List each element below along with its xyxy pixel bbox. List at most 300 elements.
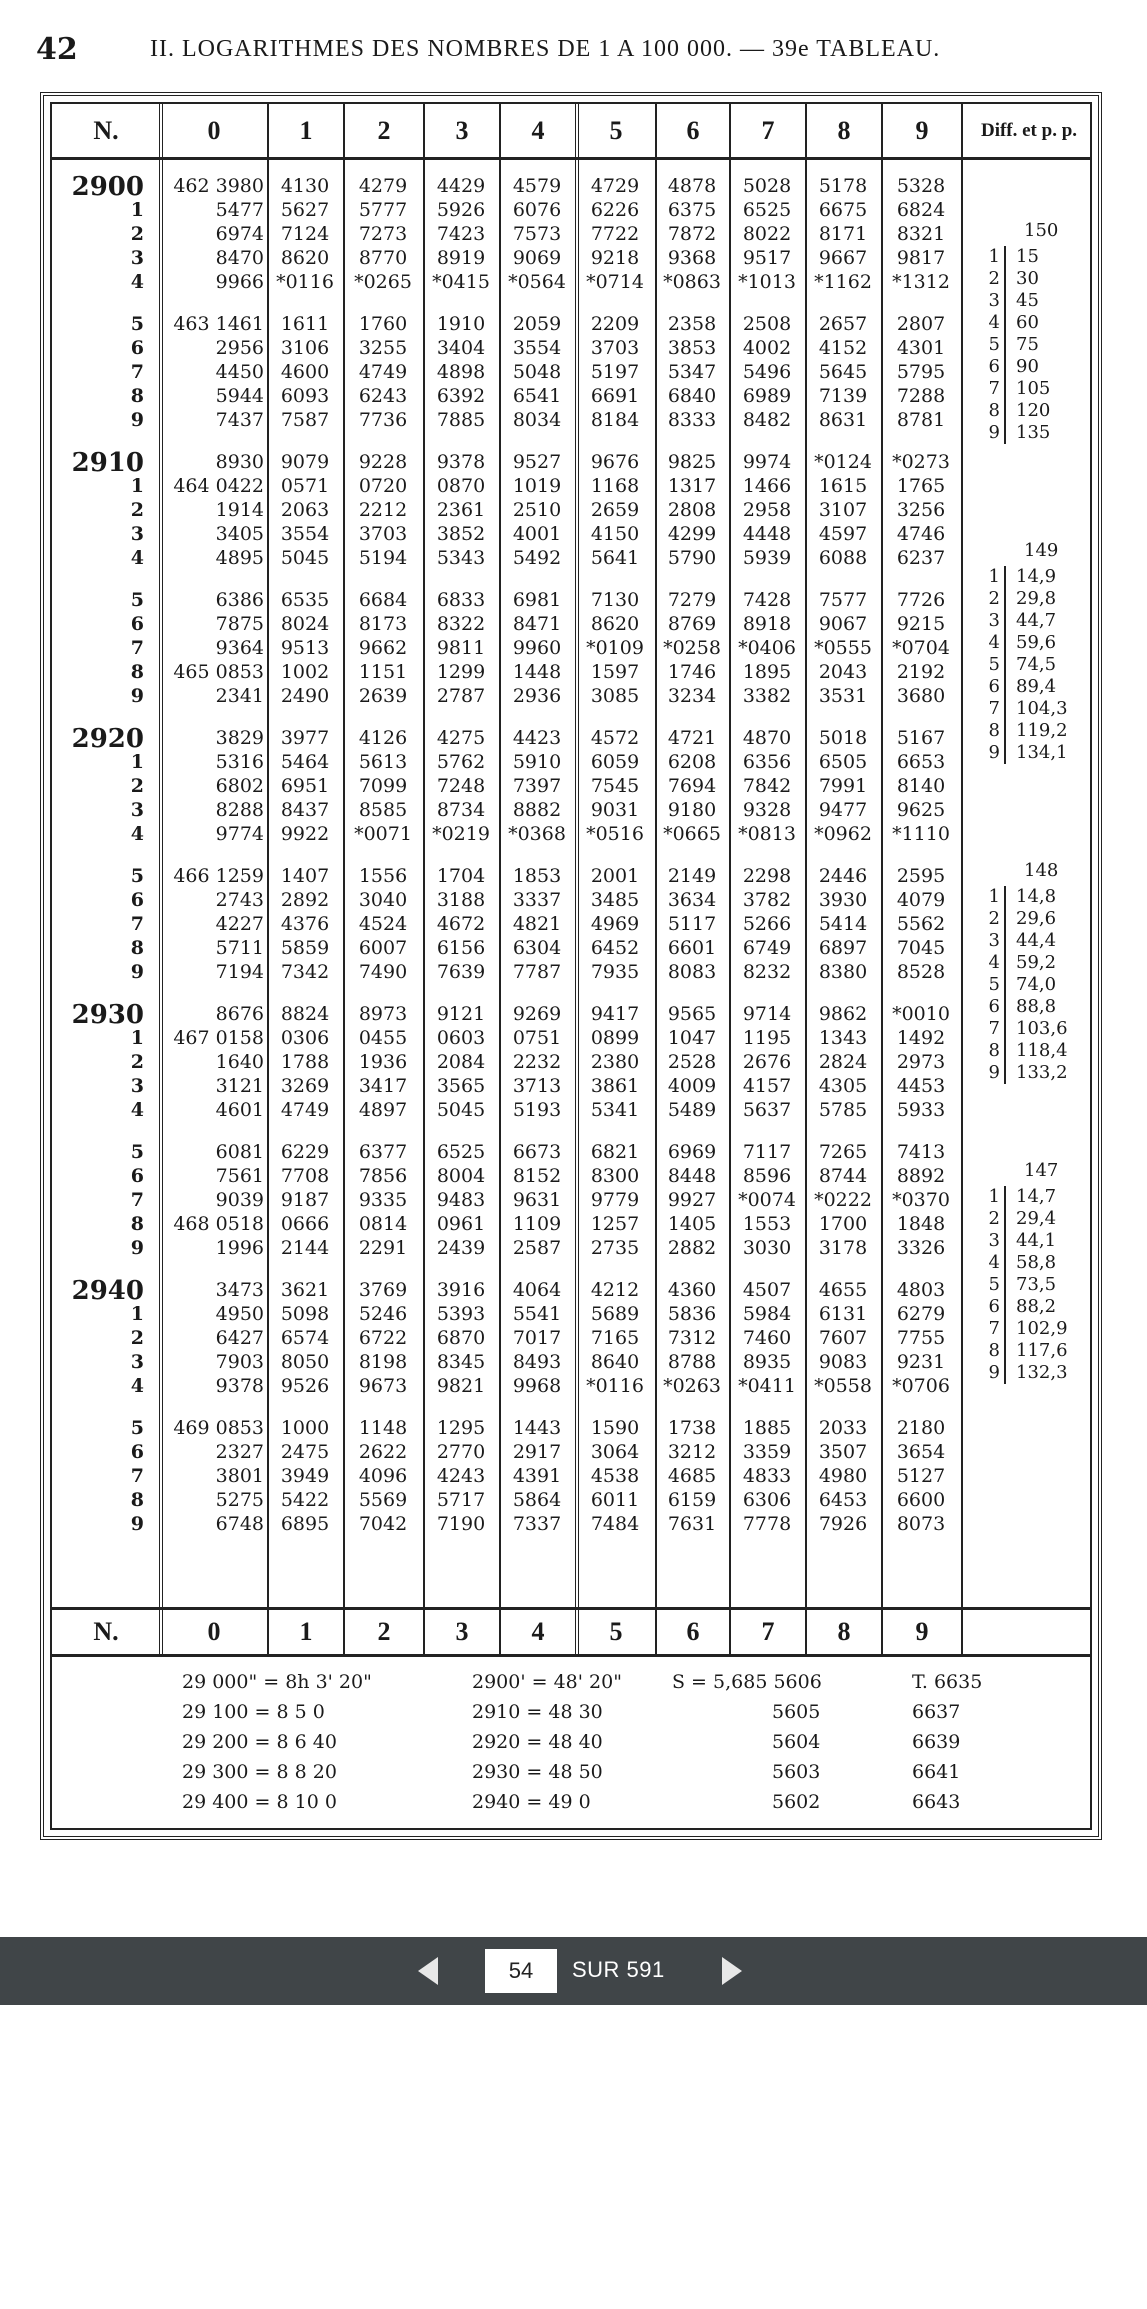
column-header-6: 6 <box>686 115 700 145</box>
table-cell: 3916 <box>436 1279 486 1301</box>
footnote-arc: 2910 = 48 30 <box>472 1701 603 1723</box>
table-cell: 8321 <box>896 223 946 245</box>
table-cell: 8769 <box>667 613 717 635</box>
table-cell: 6208 <box>667 751 717 773</box>
table-cell: 465 0853 <box>173 661 264 683</box>
row-number: 7 <box>130 1465 144 1487</box>
table-cell: 1700 <box>818 1213 868 1235</box>
row-number: 5 <box>130 1141 144 1163</box>
table-row <box>52 684 1090 708</box>
table-cell: 4009 <box>667 1075 717 1097</box>
table-cell: 2657 <box>818 313 868 335</box>
table-cell: 5018 <box>818 727 868 749</box>
table-cell: 9483 <box>436 1189 486 1211</box>
table-cell: 7423 <box>436 223 486 245</box>
table-cell: 6011 <box>590 1489 640 1511</box>
row-number: 5 <box>130 313 144 335</box>
row-number: 2 <box>130 223 144 245</box>
table-cell: 9565 <box>667 1003 717 1025</box>
pp-value: 30 <box>1016 268 1039 289</box>
row-number: 9 <box>130 409 144 431</box>
table-cell: 0666 <box>280 1213 330 1235</box>
table-cell: 5711 <box>215 937 264 959</box>
table-row <box>52 1416 1090 1440</box>
page-total-label: SUR 591 <box>572 1957 665 1982</box>
table-cell: 9067 <box>818 613 868 635</box>
row-number: 2 <box>130 1327 144 1349</box>
table-cell: 2212 <box>358 499 408 521</box>
table-cell: 1343 <box>818 1027 868 1049</box>
pp-value: 88,8 <box>1016 996 1057 1017</box>
pp-index: 6 <box>988 356 1000 377</box>
row-number: 6 <box>130 1441 144 1463</box>
table-cell: 3977 <box>280 727 330 749</box>
table-cell: 7577 <box>818 589 868 611</box>
pp-index: 7 <box>988 378 1000 399</box>
table-cell: 6748 <box>215 1513 264 1535</box>
table-cell: 4950 <box>215 1303 264 1325</box>
table-cell: 7545 <box>590 775 640 797</box>
column-header-9: 9 <box>915 115 929 145</box>
table-cell: 9121 <box>436 1003 486 1025</box>
table-cell: 1615 <box>818 475 868 497</box>
table-cell: 8198 <box>358 1351 408 1373</box>
table-cell: 5933 <box>896 1099 946 1121</box>
proportional-part <box>964 312 1094 334</box>
row-number: 8 <box>130 1489 144 1511</box>
row-number: 1 <box>130 1303 144 1325</box>
table-cell: *0116 <box>586 1375 644 1397</box>
prev-page-button[interactable] <box>412 1953 448 1989</box>
table-cell: 6304 <box>512 937 562 959</box>
table-row <box>52 1374 1090 1398</box>
table-cell: 4895 <box>215 547 264 569</box>
diff-value: 150 <box>1024 220 1059 241</box>
pp-value: 44,4 <box>1016 930 1057 951</box>
row-number: 6 <box>130 613 144 635</box>
footnote-t: 6643 <box>912 1791 961 1813</box>
table-cell: 2358 <box>667 313 717 335</box>
footnote-time: 29 200 = 8 6 40 <box>182 1731 337 1753</box>
table-cell: 6093 <box>280 385 330 407</box>
table-cell: 4572 <box>590 727 640 749</box>
proportional-part <box>964 1018 1094 1040</box>
table-cell: *0558 <box>814 1375 872 1397</box>
table-cell: 1466 <box>742 475 792 497</box>
table-cell: 7248 <box>436 775 486 797</box>
column-divider <box>575 104 579 1657</box>
proportional-part <box>964 1186 1094 1208</box>
table-cell: 2659 <box>590 499 640 521</box>
row-number: 6 <box>130 1165 144 1187</box>
proportional-part <box>964 1274 1094 1296</box>
proportional-part <box>964 610 1094 632</box>
table-cell: 4001 <box>512 523 562 545</box>
table-cell: 3040 <box>358 889 408 911</box>
table-cell: 7337 <box>512 1513 562 1535</box>
table-cell: 6675 <box>818 199 868 221</box>
table-cell: 4821 <box>512 913 562 935</box>
table-cell: 0306 <box>280 1027 330 1049</box>
table-cell: 1257 <box>590 1213 640 1235</box>
row-number: 6 <box>130 337 144 359</box>
table-row <box>52 312 1090 336</box>
table-cell: 8930 <box>215 451 264 473</box>
table-cell: 5477 <box>215 199 264 221</box>
column-divider <box>805 104 807 1657</box>
table-cell: 8004 <box>436 1165 486 1187</box>
table-cell: 3861 <box>590 1075 640 1097</box>
table-cell: 8781 <box>896 409 946 431</box>
pp-value: 119,2 <box>1016 720 1068 741</box>
proportional-part <box>964 720 1094 742</box>
table-cell: 9662 <box>358 637 408 659</box>
footnote-s: S = 5,685 5606 <box>672 1671 822 1693</box>
table-cell: 7124 <box>280 223 330 245</box>
table-cell: 8918 <box>742 613 792 635</box>
table-cell: 7755 <box>896 1327 946 1349</box>
table-cell: 9269 <box>512 1003 562 1025</box>
table-row <box>52 774 1090 798</box>
table-cell: 4721 <box>667 727 717 749</box>
table-cell: 3255 <box>358 337 408 359</box>
proportional-part <box>964 742 1094 764</box>
table-row <box>52 960 1090 984</box>
proportional-part <box>964 356 1094 378</box>
pp-value: 132,3 <box>1016 1362 1068 1383</box>
viewer-toolbar <box>0 1937 1147 2005</box>
table-cell: 8528 <box>896 961 946 983</box>
table-cell: 6749 <box>742 937 792 959</box>
table-cell: 3064 <box>590 1441 640 1463</box>
table-cell: 5393 <box>436 1303 486 1325</box>
table-row <box>52 1188 1090 1212</box>
pp-index: 6 <box>988 1296 1000 1317</box>
table-cell: 2824 <box>818 1051 868 1073</box>
row-number: 3 <box>130 247 144 269</box>
table-cell: 4152 <box>818 337 868 359</box>
table-cell: 7437 <box>215 409 264 431</box>
diff-block <box>964 540 1094 790</box>
table-cell: 1168 <box>590 475 640 497</box>
table-row <box>52 888 1090 912</box>
pp-index: 6 <box>988 676 1000 697</box>
table-cell: 3654 <box>896 1441 946 1463</box>
table-cell: 6600 <box>896 1489 946 1511</box>
table-cell: 7736 <box>358 409 408 431</box>
footnote-s: 5603 <box>772 1761 821 1783</box>
table-cell: 7842 <box>742 775 792 797</box>
pp-index: 4 <box>988 1252 1000 1273</box>
table-cell: 6951 <box>280 775 330 797</box>
table-cell: 7708 <box>280 1165 330 1187</box>
pp-value: 74,0 <box>1016 974 1057 995</box>
table-cell: 3269 <box>280 1075 330 1097</box>
footnotes <box>52 1660 1090 1835</box>
table-cell: 5864 <box>512 1489 562 1511</box>
table-cell: 3680 <box>896 685 946 707</box>
table-cell: 5492 <box>512 547 562 569</box>
pp-value: 59,6 <box>1016 632 1057 653</box>
row-number: 4 <box>130 1375 144 1397</box>
table-cell: 7607 <box>818 1327 868 1349</box>
pp-value: 104,3 <box>1016 698 1068 719</box>
table-cell: 2510 <box>512 499 562 521</box>
table-cell: *1110 <box>892 823 950 845</box>
table-cell: 7856 <box>358 1165 408 1187</box>
row-number: 1 <box>130 475 144 497</box>
table-cell: 0870 <box>436 475 486 497</box>
table-row <box>52 172 1090 202</box>
table-cell: 8744 <box>818 1165 868 1187</box>
table-cell: 7872 <box>667 223 717 245</box>
table-cell: 2807 <box>896 313 946 335</box>
pp-value: 75 <box>1016 334 1039 355</box>
table-cell: 5645 <box>818 361 868 383</box>
table-cell: 8152 <box>512 1165 562 1187</box>
table-cell: 6824 <box>896 199 946 221</box>
table-cell: 8824 <box>280 1003 330 1025</box>
table-cell: 2639 <box>358 685 408 707</box>
table-cell: 6525 <box>436 1141 486 1163</box>
table-cell: 5048 <box>512 361 562 383</box>
table-cell: 6840 <box>667 385 717 407</box>
table-cell: 9335 <box>358 1189 408 1211</box>
table-cell: 7279 <box>667 589 717 611</box>
row-number: 1 <box>130 1027 144 1049</box>
proportional-part <box>964 698 1094 720</box>
table-cell: 3949 <box>280 1465 330 1487</box>
table-cell: 3417 <box>358 1075 408 1097</box>
table-cell: 7165 <box>590 1327 640 1349</box>
table-cell: 4898 <box>436 361 486 383</box>
table-cell: 1936 <box>358 1051 408 1073</box>
table-cell: 3703 <box>590 337 640 359</box>
table-cell: 6673 <box>512 1141 562 1163</box>
table-cell: *0370 <box>892 1189 950 1211</box>
table-cell: 1746 <box>667 661 717 683</box>
page-number-input[interactable] <box>485 1949 557 1993</box>
table-cell: *0406 <box>738 637 796 659</box>
table-cell: 2180 <box>896 1417 946 1439</box>
table-cell: 2892 <box>280 889 330 911</box>
table-cell: 5414 <box>818 913 868 935</box>
table-cell: 7273 <box>358 223 408 245</box>
table-cell: 7265 <box>818 1141 868 1163</box>
table-cell: 8300 <box>590 1165 640 1187</box>
proportional-part <box>964 1362 1094 1384</box>
table-cell: 8073 <box>896 1513 946 1535</box>
table-cell: 4360 <box>667 1279 717 1301</box>
table-cell: 0455 <box>358 1027 408 1049</box>
table-cell: 1317 <box>667 475 717 497</box>
next-page-button[interactable] <box>712 1953 748 1989</box>
table-cell: 9187 <box>280 1189 330 1211</box>
column-header-7: 7 <box>761 1617 775 1646</box>
pp-index: 2 <box>988 268 1000 289</box>
table-cell: 6375 <box>667 199 717 221</box>
table-cell: 5178 <box>818 175 868 197</box>
table-cell: 3085 <box>590 685 640 707</box>
table-cell: 5939 <box>742 547 792 569</box>
table-cell: 6821 <box>590 1141 640 1163</box>
table-cell: 9526 <box>280 1375 330 1397</box>
row-number: 4 <box>130 271 144 293</box>
footnote-time: 29 300 = 8 8 20 <box>182 1761 337 1783</box>
proportional-part <box>964 566 1094 588</box>
table-cell: 5328 <box>896 175 946 197</box>
table-cell: 7194 <box>215 961 264 983</box>
table-cell: 1556 <box>358 865 408 887</box>
table-cell: 4538 <box>590 1465 640 1487</box>
table-cell: 2587 <box>512 1237 562 1259</box>
table-row <box>52 1140 1090 1164</box>
table-cell: 9228 <box>358 451 408 473</box>
table-cell: 9922 <box>280 823 330 845</box>
table-cell: 8140 <box>896 775 946 797</box>
row-number: 3 <box>130 799 144 821</box>
column-divider <box>423 104 425 1657</box>
table-cell: 5464 <box>280 751 330 773</box>
diff-block <box>964 860 1094 1110</box>
table-row <box>52 1464 1090 1488</box>
pp-index: 5 <box>988 654 1000 675</box>
table-cell: 6007 <box>358 937 408 959</box>
column-header-2: 2 <box>377 1617 391 1646</box>
table-cell: 9714 <box>742 1003 792 1025</box>
proportional-part <box>964 676 1094 698</box>
row-number: 2900 <box>71 172 144 202</box>
table-cell: 3212 <box>667 1441 717 1463</box>
table-cell: 5489 <box>667 1099 717 1121</box>
diff-block <box>964 220 1094 470</box>
table-row <box>52 936 1090 960</box>
table-cell: 5098 <box>280 1303 330 1325</box>
table-cell: 6541 <box>512 385 562 407</box>
table-cell: 7460 <box>742 1327 792 1349</box>
table-row <box>52 660 1090 684</box>
table-cell: 6574 <box>280 1327 330 1349</box>
row-number: 9 <box>130 1237 144 1259</box>
pp-value: 59,2 <box>1016 952 1057 973</box>
table-cell: 8437 <box>280 799 330 821</box>
table-cell: 9862 <box>818 1003 868 1025</box>
table-cell: 8620 <box>590 613 640 635</box>
table-cell: 4243 <box>436 1465 486 1487</box>
table-cell: 5422 <box>280 1489 330 1511</box>
table-cell: 5569 <box>358 1489 408 1511</box>
table-row <box>52 1050 1090 1074</box>
table-cell: 1853 <box>512 865 562 887</box>
table-cell: 8345 <box>436 1351 486 1373</box>
table-cell: 5193 <box>512 1099 562 1121</box>
pp-value: 102,9 <box>1016 1318 1068 1339</box>
page-header <box>30 28 1120 68</box>
table-cell: 9927 <box>667 1189 717 1211</box>
pp-index: 5 <box>988 974 1000 995</box>
table-row <box>52 222 1090 246</box>
table-cell: 1000 <box>280 1417 330 1439</box>
table-cell: 6981 <box>512 589 562 611</box>
table-cell: 9774 <box>215 823 264 845</box>
table-cell: *0863 <box>663 271 721 293</box>
table-cell: 8083 <box>667 961 717 983</box>
proportional-part <box>964 1208 1094 1230</box>
table-cell: 8631 <box>818 409 868 431</box>
table-cell: 4305 <box>818 1075 868 1097</box>
table-cell: 2059 <box>512 313 562 335</box>
footnote-time: 29 100 = 8 5 0 <box>182 1701 325 1723</box>
pp-value: 73,5 <box>1016 1274 1057 1295</box>
table-cell: 5275 <box>215 1489 264 1511</box>
table-cell: 6897 <box>818 937 868 959</box>
pp-index: 3 <box>988 610 1000 631</box>
proportional-part <box>964 290 1094 312</box>
table-cell: 464 0422 <box>173 475 264 497</box>
table-cell: 1914 <box>215 499 264 521</box>
table-cell: *0219 <box>432 823 490 845</box>
table-cell: 8448 <box>667 1165 717 1187</box>
row-number: 5 <box>130 865 144 887</box>
pp-value: 118,4 <box>1016 1040 1068 1061</box>
row-number: 1 <box>130 751 144 773</box>
table-cell: 4597 <box>818 523 868 545</box>
pp-value: 135 <box>1016 422 1051 443</box>
table-cell: 7342 <box>280 961 330 983</box>
table-row <box>52 270 1090 294</box>
proportional-part <box>964 246 1094 268</box>
pp-value: 29,8 <box>1016 588 1057 609</box>
table-cell: 9031 <box>590 799 640 821</box>
table-cell: 6377 <box>358 1141 408 1163</box>
table-cell: 8676 <box>215 1003 264 1025</box>
table-cell: 2439 <box>436 1237 486 1259</box>
pp-value: 14,7 <box>1016 1186 1057 1207</box>
table-cell: 9477 <box>818 799 868 821</box>
table-cell: 9974 <box>742 451 792 473</box>
footnote-t: T. 6635 <box>912 1671 983 1693</box>
table-cell: 6453 <box>818 1489 868 1511</box>
table-row <box>52 246 1090 270</box>
table-header-row <box>52 104 1090 160</box>
table-cell: 0720 <box>358 475 408 497</box>
table-cell: 5246 <box>358 1303 408 1325</box>
table-cell: 8596 <box>742 1165 792 1187</box>
table-cell: 4453 <box>896 1075 946 1097</box>
proportional-part <box>964 952 1094 974</box>
table-cell: 9215 <box>896 613 946 635</box>
table-cell: 4672 <box>436 913 486 935</box>
table-cell: 9069 <box>512 247 562 269</box>
table-cell: 6076 <box>512 199 562 221</box>
table-cell: 3930 <box>818 889 868 911</box>
pp-index: 8 <box>988 720 1000 741</box>
table-cell: 6088 <box>818 547 868 569</box>
table-cell: 3554 <box>512 337 562 359</box>
proportional-part <box>964 632 1094 654</box>
table-cell: 1299 <box>436 661 486 683</box>
table-row <box>52 750 1090 774</box>
table-cell: 6691 <box>590 385 640 407</box>
pp-value: 14,9 <box>1016 566 1057 587</box>
proportional-part <box>964 334 1094 356</box>
table-cell: 2595 <box>896 865 946 887</box>
row-number: 2910 <box>71 448 144 478</box>
table-cell: 2232 <box>512 1051 562 1073</box>
table-cell: 7139 <box>818 385 868 407</box>
table-cell: 8050 <box>280 1351 330 1373</box>
table-cell: 3703 <box>358 523 408 545</box>
